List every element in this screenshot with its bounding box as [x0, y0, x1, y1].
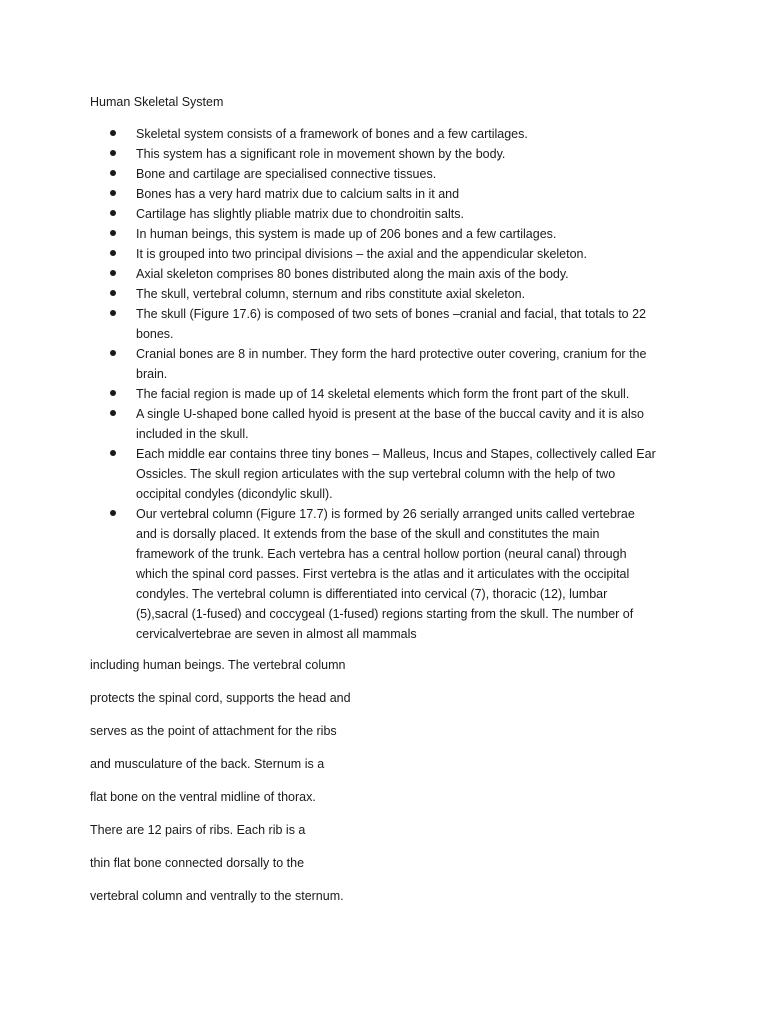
bullet-dot-icon: [110, 290, 116, 296]
bullet-item: [0, 404, 656, 444]
paragraph-line: including human beings. The vertebral column: [90, 658, 346, 672]
bullet-dot-icon: [110, 270, 116, 276]
bullet-text: This system has a significant role in movement shown by the body.: [136, 147, 506, 161]
document-title: Human Skeletal System: [90, 95, 224, 109]
bullet-item: [0, 144, 656, 164]
paragraph-line: and musculature of the back. Sternum is a: [90, 757, 325, 771]
bullet-dot-icon: [110, 210, 116, 216]
bullet-text: Bones has a very hard matrix due to calcium salts in it and: [136, 187, 460, 201]
bullet-item: [0, 304, 656, 344]
bullet-dot-icon: [110, 310, 116, 316]
bullet-dot-icon: [110, 410, 116, 416]
bullet-text: Bone and cartilage are specialised connective tissues.: [136, 167, 437, 181]
bullet-text: The skull, vertebral column, sternum and ribs constitute axial skeleton.: [136, 287, 526, 301]
bullet-dot-icon: [110, 190, 116, 196]
bullet-text: The facial region is made up of 14 skeletal elements which form the front part of the skull.: [136, 387, 630, 401]
bullet-dot-icon: [110, 350, 116, 356]
continuation-paragraph: [90, 656, 420, 920]
bullet-dot-icon: [110, 130, 116, 136]
bullet-item: [0, 344, 656, 384]
bullet-dot-icon: [110, 170, 116, 176]
paragraph-line: There are 12 pairs of ribs. Each rib is a: [90, 823, 306, 837]
bullet-item: [0, 504, 656, 644]
paragraph-line: serves as the point of attachment for the ribs: [90, 724, 337, 738]
bullet-item: [0, 204, 656, 224]
bullet-item: [0, 264, 656, 284]
bullet-dot-icon: [110, 510, 116, 516]
bullet-text: Cranial bones are 8 in number. They form the hard protective outer covering, cranium for the brain.: [136, 347, 647, 381]
bullet-text: Skeletal system consists of a framework of bones and a few cartilages.: [136, 127, 528, 141]
bullet-text: Each middle ear contains three tiny bones – Malleus, Incus and Stapes, collectively called Ear Ossicles. The skull region articulates with the sup vertebral column with the help of two occipital condyles (dicondylic skull).: [136, 447, 656, 501]
bullet-dot-icon: [110, 450, 116, 456]
paragraph-line: protects the spinal cord, supports the head and: [90, 691, 351, 705]
bullet-item: [0, 284, 656, 304]
paragraph-line: flat bone on the ventral midline of thorax.: [90, 790, 316, 804]
bullet-item: [0, 224, 656, 244]
paragraph-line: vertebral column and ventrally to the sternum.: [90, 889, 344, 903]
bullet-text: Axial skeleton comprises 80 bones distributed along the main axis of the body.: [136, 267, 569, 281]
bullet-text: Our vertebral column (Figure 17.7) is formed by 26 serially arranged units called vertebrae and is dorsally placed. It extends from the base of the skull and constitutes the main framework of the trunk. Each vertebra has a central hollow portion (neural canal) through which the spinal cord passes. First vertebra is the atlas and it articulates with the occipital condyles. The vertebral column is differentiated into cervical (7), thoracic (12), lumbar (5),sacral (1-fused) and coccygeal (1-fused) regions starting from the skull. The number of cervicalvertebrae are seven in almost all mammals: [136, 507, 635, 641]
bullet-dot-icon: [110, 390, 116, 396]
bullet-item: [0, 244, 656, 264]
bullet-text: It is grouped into two principal divisions – the axial and the appendicular skeleton.: [136, 247, 587, 261]
bullet-item: [0, 184, 656, 204]
bullet-dot-icon: [110, 230, 116, 236]
bullet-text: The skull (Figure 17.6) is composed of two sets of bones –cranial and facial, that totals to 22 bones.: [136, 307, 646, 341]
bullet-text: In human beings, this system is made up of 206 bones and a few cartilages.: [136, 227, 557, 241]
bullet-text: A single U-shaped bone called hyoid is present at the base of the buccal cavity and it is also included in the skull.: [136, 407, 644, 441]
bullet-item: [0, 444, 656, 504]
bullet-dot-icon: [110, 150, 116, 156]
bullet-text: Cartilage has slightly pliable matrix due to chondroitin salts.: [136, 207, 464, 221]
bullet-dot-icon: [110, 250, 116, 256]
bullet-list: [0, 124, 768, 644]
bullet-item: [0, 124, 656, 144]
paragraph-line: thin flat bone connected dorsally to the: [90, 856, 305, 870]
bullet-item: [0, 384, 656, 404]
bullet-item: [0, 164, 656, 184]
